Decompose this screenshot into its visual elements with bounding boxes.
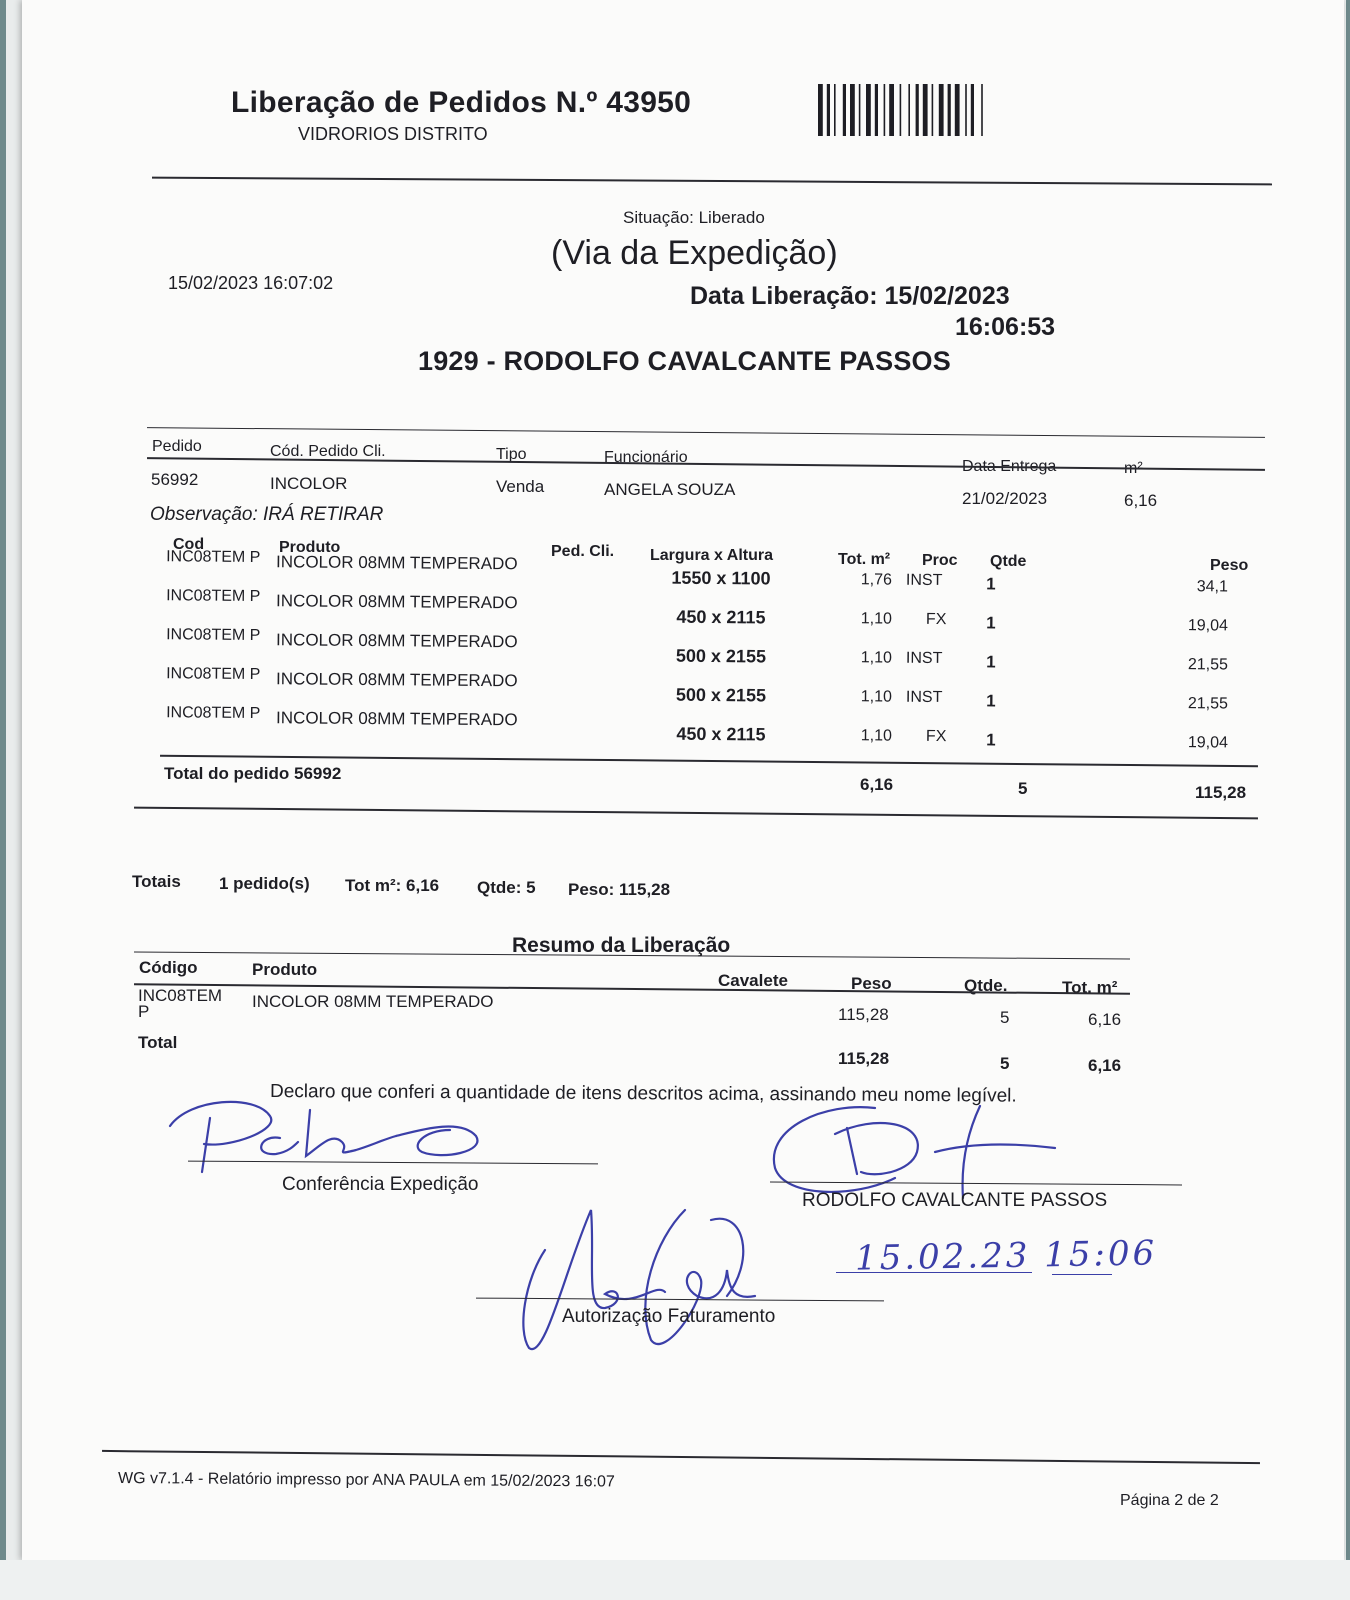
item-code: INC08TEM P bbox=[166, 665, 261, 684]
item-tot-m2: 1,76 bbox=[860, 571, 893, 589]
items-header-largura: Largura bbox=[650, 547, 710, 564]
summary-product: INCOLOR 08MM TEMPERADO bbox=[252, 992, 494, 1011]
totals-qtde: Qtde: 5 bbox=[477, 878, 536, 897]
barcode-bar bbox=[834, 84, 836, 136]
item-qtde: 1 bbox=[986, 613, 996, 633]
item-tot-m2: 1,10 bbox=[860, 610, 893, 628]
items-header-tot-m2: Tot. m² bbox=[838, 551, 891, 568]
handwritten-date-underline bbox=[836, 1272, 1032, 1273]
barcode-bar bbox=[850, 84, 855, 136]
order-employee: ANGELA SOUZA bbox=[604, 480, 736, 499]
summary-header-peso: Peso bbox=[851, 974, 892, 993]
background-surface bbox=[0, 1560, 1350, 1600]
summary-total-label: Total bbox=[138, 1033, 178, 1052]
col-header-m2: m² bbox=[1124, 460, 1143, 477]
item-product: INCOLOR 08MM TEMPERADO bbox=[276, 552, 518, 574]
items-header-x: x bbox=[714, 547, 723, 564]
summary-tot-m2: 6,16 bbox=[1088, 1010, 1122, 1029]
summary-header-codigo: Código bbox=[139, 958, 198, 977]
release-time: 16:06:53 bbox=[955, 313, 1056, 341]
item-qtde: 1 bbox=[986, 574, 996, 594]
barcode-bar bbox=[932, 84, 934, 136]
barcode-bar bbox=[981, 84, 983, 136]
item-product: INCOLOR 08MM TEMPERADO bbox=[276, 591, 518, 613]
declaration-text: Declaro que conferi a quantidade de itens descritos acima, assinando meu nome legível. bbox=[269, 1081, 1017, 1107]
barcode-bar bbox=[843, 84, 846, 136]
handwritten-signature-autorizacao bbox=[515, 1200, 775, 1360]
signature-label-conferencia: Conferência Expedição bbox=[282, 1174, 479, 1195]
barcode-bar bbox=[900, 84, 902, 136]
summary-total-qtde: 5 bbox=[1000, 1054, 1010, 1073]
barcode-bar bbox=[955, 84, 960, 136]
barcode-bar bbox=[908, 84, 910, 136]
order-type: Venda bbox=[496, 477, 545, 496]
barcode-bar bbox=[875, 84, 878, 136]
items-header-proc: Proc bbox=[922, 552, 958, 569]
summary-qtde: 5 bbox=[1000, 1008, 1010, 1027]
order-total-label: Total do pedido 56992 bbox=[164, 764, 342, 783]
summary-header-qtde: Qtde. bbox=[964, 976, 1008, 995]
item-code: INC08TEM P bbox=[166, 548, 261, 567]
release-date: Data Liberação: 15/02/2023 bbox=[690, 282, 1010, 310]
barcode-bar bbox=[884, 84, 886, 136]
totals-peso: Peso: 115,28 bbox=[568, 880, 671, 899]
item-qtde: 1 bbox=[986, 691, 996, 711]
barcode-bar bbox=[818, 84, 823, 136]
summary-header-produto: Produto bbox=[252, 960, 318, 979]
order-observation bbox=[150, 504, 383, 526]
items-header-qtde: Qtde bbox=[990, 553, 1027, 570]
item-dimensions: 450 x 2115 bbox=[676, 723, 766, 745]
handwritten-date: 15.02.23 15:06 bbox=[854, 1233, 1158, 1279]
items-header-altura: Altura bbox=[726, 547, 774, 564]
summary-code: INC08TEM P bbox=[138, 986, 223, 1021]
observation-label: Observação: bbox=[150, 504, 258, 525]
footer-page-number: Página 2 de 2 bbox=[1120, 1492, 1219, 1509]
barcode-bar bbox=[965, 84, 967, 136]
barcode-bar bbox=[923, 84, 928, 136]
signature-label-autorizacao: Autorização Faturamento bbox=[562, 1306, 776, 1327]
company-name: VIDRORIOS DISTRITO bbox=[298, 124, 488, 144]
item-proc: INST bbox=[905, 649, 943, 668]
items-header-ped-cli: Ped. Cli. bbox=[551, 543, 615, 560]
barcode-bar bbox=[889, 84, 894, 136]
col-header-tipo: Tipo bbox=[496, 446, 527, 463]
col-header-pedido: Pedido bbox=[152, 438, 202, 455]
item-proc: FX bbox=[925, 610, 947, 629]
totals-label: Totais bbox=[132, 872, 181, 891]
barcode-bar bbox=[971, 84, 974, 136]
barcode-icon bbox=[818, 84, 1014, 136]
order-m2: 6,16 bbox=[1124, 491, 1158, 510]
items-header-cod: Cod bbox=[173, 536, 205, 553]
order-client-code: INCOLOR bbox=[270, 474, 348, 493]
item-product: INCOLOR 08MM TEMPERADO bbox=[276, 669, 518, 691]
signature-label-cliente: RODOLFO CAVALCANTE PASSOS bbox=[802, 1190, 1108, 1211]
summary-total-tot-m2: 6,16 bbox=[1088, 1056, 1122, 1075]
summary-title: Resumo da Liberação bbox=[512, 934, 731, 957]
barcode-bar bbox=[866, 84, 871, 136]
item-proc: INST bbox=[905, 571, 943, 590]
status-label: Situação: Liberado bbox=[623, 208, 765, 227]
barcode-bar bbox=[916, 84, 919, 136]
item-qtde: 1 bbox=[986, 730, 996, 750]
summary-total-peso: 115,28 bbox=[838, 1049, 890, 1068]
item-proc: FX bbox=[925, 727, 947, 746]
totals-m2: Tot m²: 6,16 bbox=[345, 876, 440, 895]
item-dimensions: 500 x 2155 bbox=[675, 684, 767, 706]
item-product: INCOLOR 08MM TEMPERADO bbox=[276, 708, 518, 730]
item-dimensions: 500 x 2155 bbox=[675, 645, 767, 667]
col-header-funcionario: Funcionário bbox=[604, 449, 688, 466]
printed-timestamp: 15/02/2023 16:07:02 bbox=[168, 273, 334, 293]
item-proc: INST bbox=[905, 688, 943, 707]
col-header-data-entrega: Data Entrega bbox=[962, 458, 1057, 475]
barcode-bar bbox=[939, 84, 944, 136]
item-peso: 21,55 bbox=[1187, 695, 1228, 713]
summary-header-tot-m2: Tot. m² bbox=[1062, 978, 1118, 997]
totals-pedidos: 1 pedido(s) bbox=[219, 874, 310, 893]
barcode-bar bbox=[859, 84, 861, 136]
order-total-qtde: 5 bbox=[1018, 779, 1028, 798]
item-code: INC08TEM P bbox=[166, 626, 261, 645]
item-qtde: 1 bbox=[986, 652, 996, 672]
handwritten-signature-conferencia bbox=[160, 1090, 510, 1180]
order-total-m2: 6,16 bbox=[860, 775, 894, 794]
order-number: 56992 bbox=[151, 470, 199, 489]
item-code: INC08TEM P bbox=[166, 704, 261, 723]
item-peso: 19,04 bbox=[1187, 617, 1228, 635]
item-tot-m2: 1,10 bbox=[860, 649, 893, 667]
items-header-peso: Peso bbox=[1210, 557, 1249, 574]
summary-header-cavalete: Cavalete bbox=[718, 971, 788, 990]
item-dimensions: 450 x 2115 bbox=[676, 606, 766, 628]
handwritten-time-underline bbox=[1052, 1274, 1112, 1275]
summary-peso: 115,28 bbox=[838, 1005, 889, 1024]
order-delivery-date: 21/02/2023 bbox=[962, 489, 1048, 508]
order-total-peso: 115,28 bbox=[1195, 783, 1247, 802]
item-code: INC08TEM P bbox=[166, 587, 261, 606]
item-dimensions: 1550 x 1100 bbox=[671, 567, 771, 589]
item-product: INCOLOR 08MM TEMPERADO bbox=[276, 630, 518, 652]
item-tot-m2: 1,10 bbox=[860, 688, 893, 706]
item-peso: 34,1 bbox=[1196, 578, 1228, 596]
copy-label: (Via da Expedição) bbox=[551, 234, 838, 272]
barcode-bar bbox=[827, 84, 830, 136]
items-header-produto: Produto bbox=[279, 539, 341, 556]
item-peso: 21,55 bbox=[1187, 656, 1228, 674]
observation-value: IRÁ RETIRAR bbox=[263, 504, 384, 525]
col-header-cod-pedido-cli: Cód. Pedido Cli. bbox=[270, 443, 386, 460]
document-title: Liberação de Pedidos N.º 43950 bbox=[231, 86, 692, 119]
client-name: 1929 - RODOLFO CAVALCANTE PASSOS bbox=[418, 346, 951, 376]
item-peso: 19,04 bbox=[1187, 734, 1228, 752]
item-tot-m2: 1,10 bbox=[860, 727, 893, 745]
barcode-bar bbox=[948, 84, 951, 136]
footer-printed-by: WG v7.1.4 - Relatório impresso por ANA PAULA em 15/02/2023 16:07 bbox=[117, 1470, 615, 1491]
